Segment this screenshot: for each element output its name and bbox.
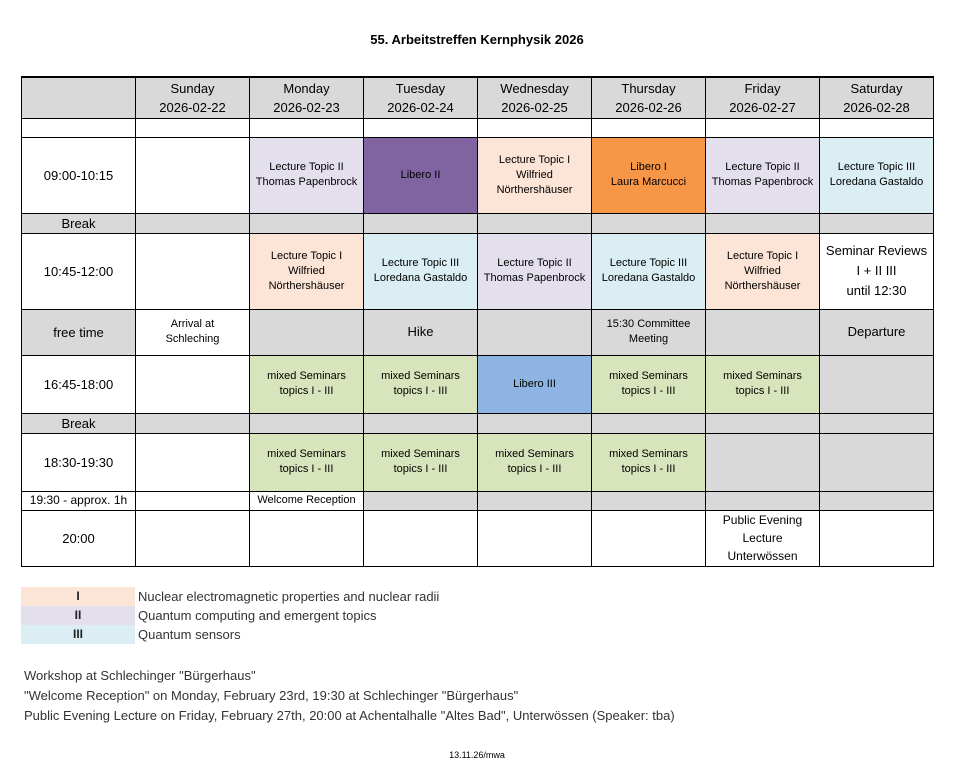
session-cell: Libero III [478,355,592,413]
note-line: Workshop at Schlechinger "Bürgerhaus" [24,668,256,683]
day-header: Wednesday 2026-02-25 [478,77,592,118]
header-row [22,77,934,118]
legend-swatch: III [21,625,135,644]
free-time-row [22,309,934,355]
session-cell: Hike [364,309,478,355]
day-header: Sunday 2026-02-22 [136,77,250,118]
session-cell: Arrival at Schleching [136,309,250,355]
legend-item [21,606,439,625]
session-cell: mixed Seminars topics I - III [706,355,820,413]
legend-item [21,625,439,644]
slot-row [22,433,934,491]
session-cell: mixed Seminars topics I - III [592,355,706,413]
slot-row [22,510,934,566]
session-cell: Departure [820,309,934,355]
time-label: Break [22,213,136,233]
session-cell: Lecture Topic III Loredana Gastaldo [592,233,706,309]
empty-cell [136,233,250,309]
session-cell: mixed Seminars topics I - III [250,355,364,413]
day-header: Tuesday 2026-02-24 [364,77,478,118]
session-cell: Lecture Topic I Wilfried Nörthershäuser [250,233,364,309]
slot-row [22,355,934,413]
empty-cell [136,491,250,510]
legend-swatch: I [21,587,135,606]
session-cell: Seminar Reviews I + II III until 12:30 [820,233,934,309]
topic-legend [21,587,439,644]
day-header: Thursday 2026-02-26 [592,77,706,118]
session-cell: Lecture Topic I Wilfried Nörthershäuser [478,137,592,213]
time-label: 10:45-12:00 [22,233,136,309]
slot-row [22,137,934,213]
session-cell: 15:30 Committee Meeting [592,309,706,355]
time-label: 20:00 [22,510,136,566]
venue-notes [24,666,675,726]
empty-cell [136,355,250,413]
slot-row [22,233,934,309]
session-cell: mixed Seminars topics I - III [364,433,478,491]
break-row [22,413,934,433]
empty-cell [136,137,250,213]
session-cell: Lecture Topic I Wilfried Nörthershäuser [706,233,820,309]
legend-item [21,587,439,606]
session-cell: Lecture Topic II Thomas Papenbrock [706,137,820,213]
session-cell: mixed Seminars topics I - III [592,433,706,491]
session-cell: Libero II [364,137,478,213]
note-line: Public Evening Lecture on Friday, February 27th, 20:00 at Achentalhalle "Altes Bad", Unterwössen (Speaker: tba) [24,708,675,723]
legend-label: Quantum computing and emergent topics [138,608,377,623]
session-cell: Lecture Topic II Thomas Papenbrock [250,137,364,213]
time-label: Break [22,413,136,433]
page-title: 55. Arbeitstreffen Kernphysik 2026 [370,32,584,47]
time-label: free time [22,309,136,355]
spacer-row [22,118,934,137]
time-label: 19:30 - approx. 1h [22,491,136,510]
session-cell: Public Evening Lecture Unterwössen [706,510,820,566]
empty-cell [136,433,250,491]
slot-row [22,491,934,510]
day-header: Monday 2026-02-23 [250,77,364,118]
time-label: 18:30-19:30 [22,433,136,491]
session-cell: Welcome Reception [250,491,364,510]
session-cell: mixed Seminars topics I - III [478,433,592,491]
legend-label: Quantum sensors [138,627,241,642]
time-label: 09:00-10:15 [22,137,136,213]
schedule-table [21,76,934,567]
day-header: Friday 2026-02-27 [706,77,820,118]
session-cell: mixed Seminars topics I - III [250,433,364,491]
break-row [22,213,934,233]
session-cell: Libero I Laura Marcucci [592,137,706,213]
session-cell: Lecture Topic III Loredana Gastaldo [820,137,934,213]
footer-stamp: 13.11.26/mwa [449,750,505,760]
session-cell: mixed Seminars topics I - III [364,355,478,413]
session-cell: Lecture Topic II Thomas Papenbrock [478,233,592,309]
time-label: 16:45-18:00 [22,355,136,413]
corner-cell [22,77,136,118]
day-header: Saturday 2026-02-28 [820,77,934,118]
session-cell: Lecture Topic III Loredana Gastaldo [364,233,478,309]
note-line: "Welcome Reception" on Monday, February 23rd, 19:30 at Schlechinger "Bürgerhaus" [24,688,519,703]
legend-swatch: II [21,606,135,625]
legend-label: Nuclear electromagnetic properties and nuclear radii [138,589,440,604]
